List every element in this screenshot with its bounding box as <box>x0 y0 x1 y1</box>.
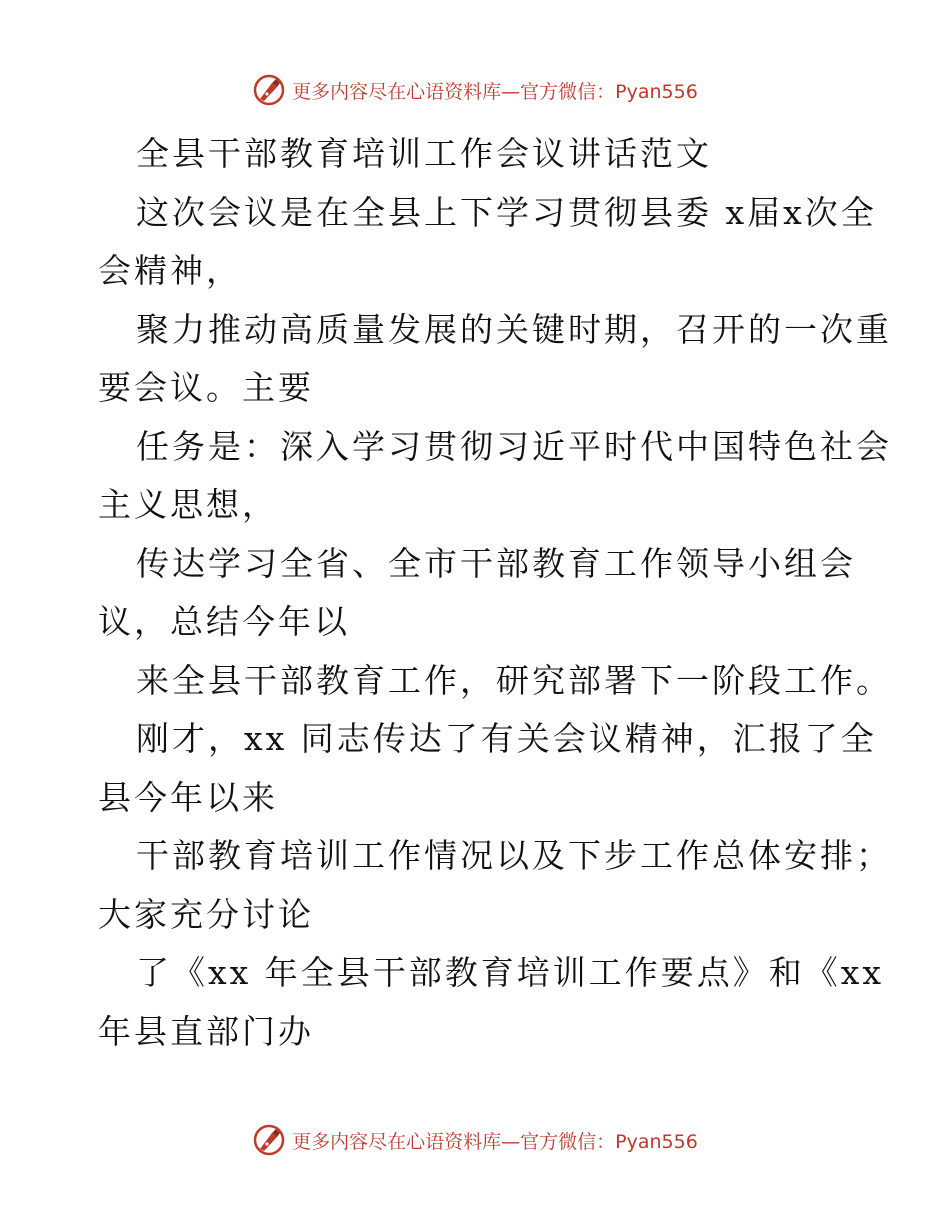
text-line: 了《xx 年全县干部教育培训工作要点》和《xx <box>136 953 884 992</box>
text-line: 传达学习全省、全市干部教育工作领导小组会 <box>136 543 856 583</box>
text-line: 刚才，xx 同志传达了有关会议精神，汇报了全 <box>136 719 877 758</box>
document-body <box>98 125 892 1061</box>
text-line: 大家充分讨论 <box>98 894 314 934</box>
footer-watermark <box>0 1120 950 1160</box>
text-line: 要会议。主要 <box>98 368 314 407</box>
text-line: 这次会议是在全县上下学习贯彻县委 x届x次全 <box>136 192 877 232</box>
text-line: 主义思想， <box>98 485 278 524</box>
watermark-text: 更多内容尽在心语资料库—官方微信：Pyan556 <box>292 80 698 103</box>
text-line: 任务是：深入学习贯彻习近平时代中国特色社会 <box>136 426 892 466</box>
text-line: 议，总结今年以 <box>98 602 350 641</box>
header-watermark <box>0 70 950 110</box>
pen-nib-logo-icon <box>252 1123 286 1157</box>
text-line: 全县干部教育培训工作会议讲话范文 <box>136 134 712 173</box>
text-line: 年县直部门办 <box>98 1011 314 1051</box>
text-line: 来全县干部教育工作，研究部署下一阶段工作。 <box>136 660 892 700</box>
watermark-text: 更多内容尽在心语资料库—官方微信：Pyan556 <box>292 1130 698 1153</box>
text-line: 聚力推动高质量发展的关键时期，召开的一次重 <box>136 309 892 349</box>
text-line: 县今年以来 <box>98 777 278 817</box>
text-line: 干部教育培训工作情况以及下步工作总体安排； <box>136 836 892 875</box>
text-line: 会精神， <box>98 251 242 290</box>
pen-nib-logo-icon <box>252 73 286 107</box>
